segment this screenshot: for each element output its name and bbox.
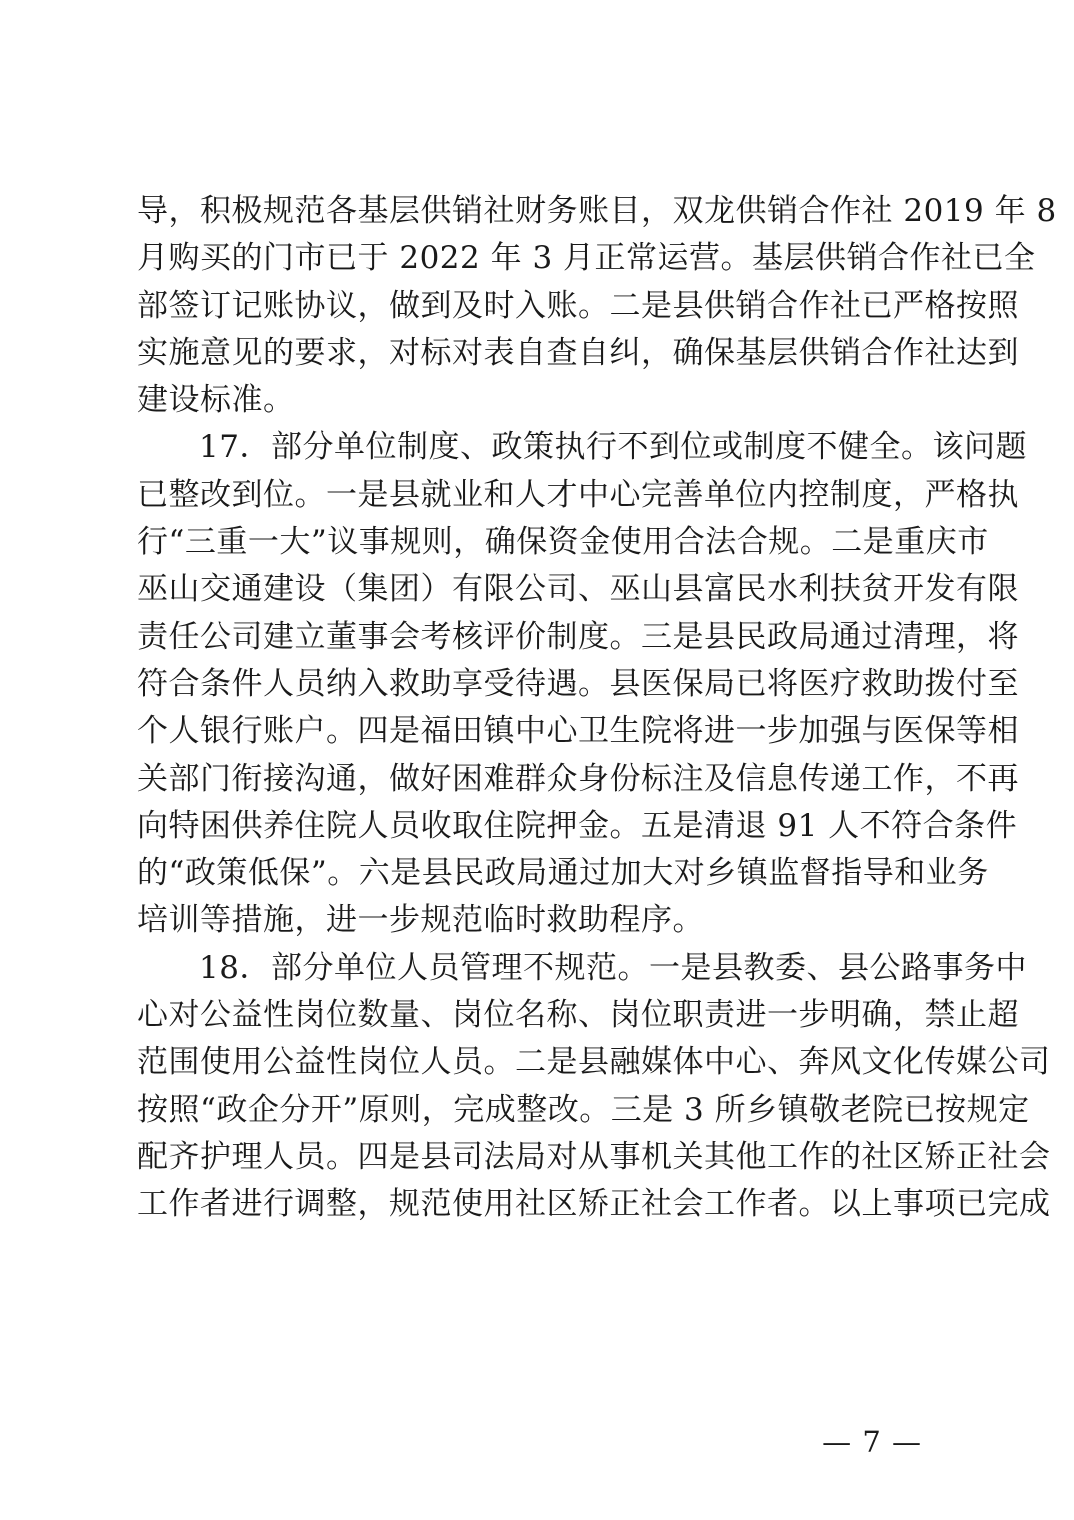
text-line: 工作者进行调整，规范使用社区矫正社会工作者。以上事项已完成 (137, 1186, 1051, 1223)
text-line: 心对公益性岗位数量、岗位名称、岗位职责进一步明确，禁止超 (137, 997, 1019, 1034)
text-line: 向特困供养住院人员收取住院押金。五是清退 91 人不符合条件 (137, 807, 1018, 844)
text-line: 范围使用公益性岗位人员。二是县融媒体中心、奔风文化传媒公司 (137, 1044, 1051, 1081)
text-line: 个人银行账户。四是福田镇中心卫生院将进一步加强与医保等相 (137, 713, 1019, 750)
text-line: 配齐护理人员。四是县司法局对从事机关其他工作的社区矫正社会 (137, 1138, 1051, 1175)
text-line: 巫山交通建设（集团）有限公司、巫山县富民水利扶贫开发有限 (137, 571, 1019, 608)
text-line: 建设标准。 (137, 382, 295, 419)
text-line: 部签订记账协议，做到及时入账。二是县供销合作社已严格按照 (137, 287, 1019, 324)
text-line: 实施意见的要求，对标对表自查自纠，确保基层供销合作社达到 (137, 334, 1019, 371)
text-line: 按照“政企分开”原则，完成整改。三是 3 所乡镇敬老院已按规定 (137, 1091, 1030, 1128)
text-line: 责任公司建立董事会考核评价制度。三是县民政局通过清理，将 (137, 618, 1019, 655)
page-number: — 7 — (822, 1425, 922, 1459)
text-line: 符合条件人员纳入救助享受待遇。县医保局已将医疗救助拨付至 (137, 665, 1019, 702)
text-line: 行“三重一大”议事规则，确保资金使用合法合规。二是重庆市 (137, 524, 989, 561)
paragraph-18-first-line: 18．部分单位人员管理不规范。一是县教委、县公路事务中 (199, 949, 1027, 986)
body-text (137, 188, 1057, 1229)
text-line: 培训等措施，进一步规范临时救助程序。 (137, 902, 704, 939)
text-line: 月购买的门市已于 2022 年 3 月正常运营。基层供销合作社已全 (137, 240, 1036, 277)
text-line: 导，积极规范各基层供销社财务账目，双龙供销合作社 2019 年 8 (137, 193, 1057, 229)
text-line: 的“政策低保”。六是县民政局通过加大对乡镇监督指导和业务 (137, 855, 989, 892)
text-line: 已整改到位。一是县就业和人才中心完善单位内控制度，严格执 (137, 476, 1019, 513)
text-line: 关部门衔接沟通，做好困难群众身份标注及信息传递工作，不再 (137, 760, 1019, 797)
paragraph-17-first-line: 17．部分单位制度、政策执行不到位或制度不健全。该问题 (199, 429, 1027, 466)
